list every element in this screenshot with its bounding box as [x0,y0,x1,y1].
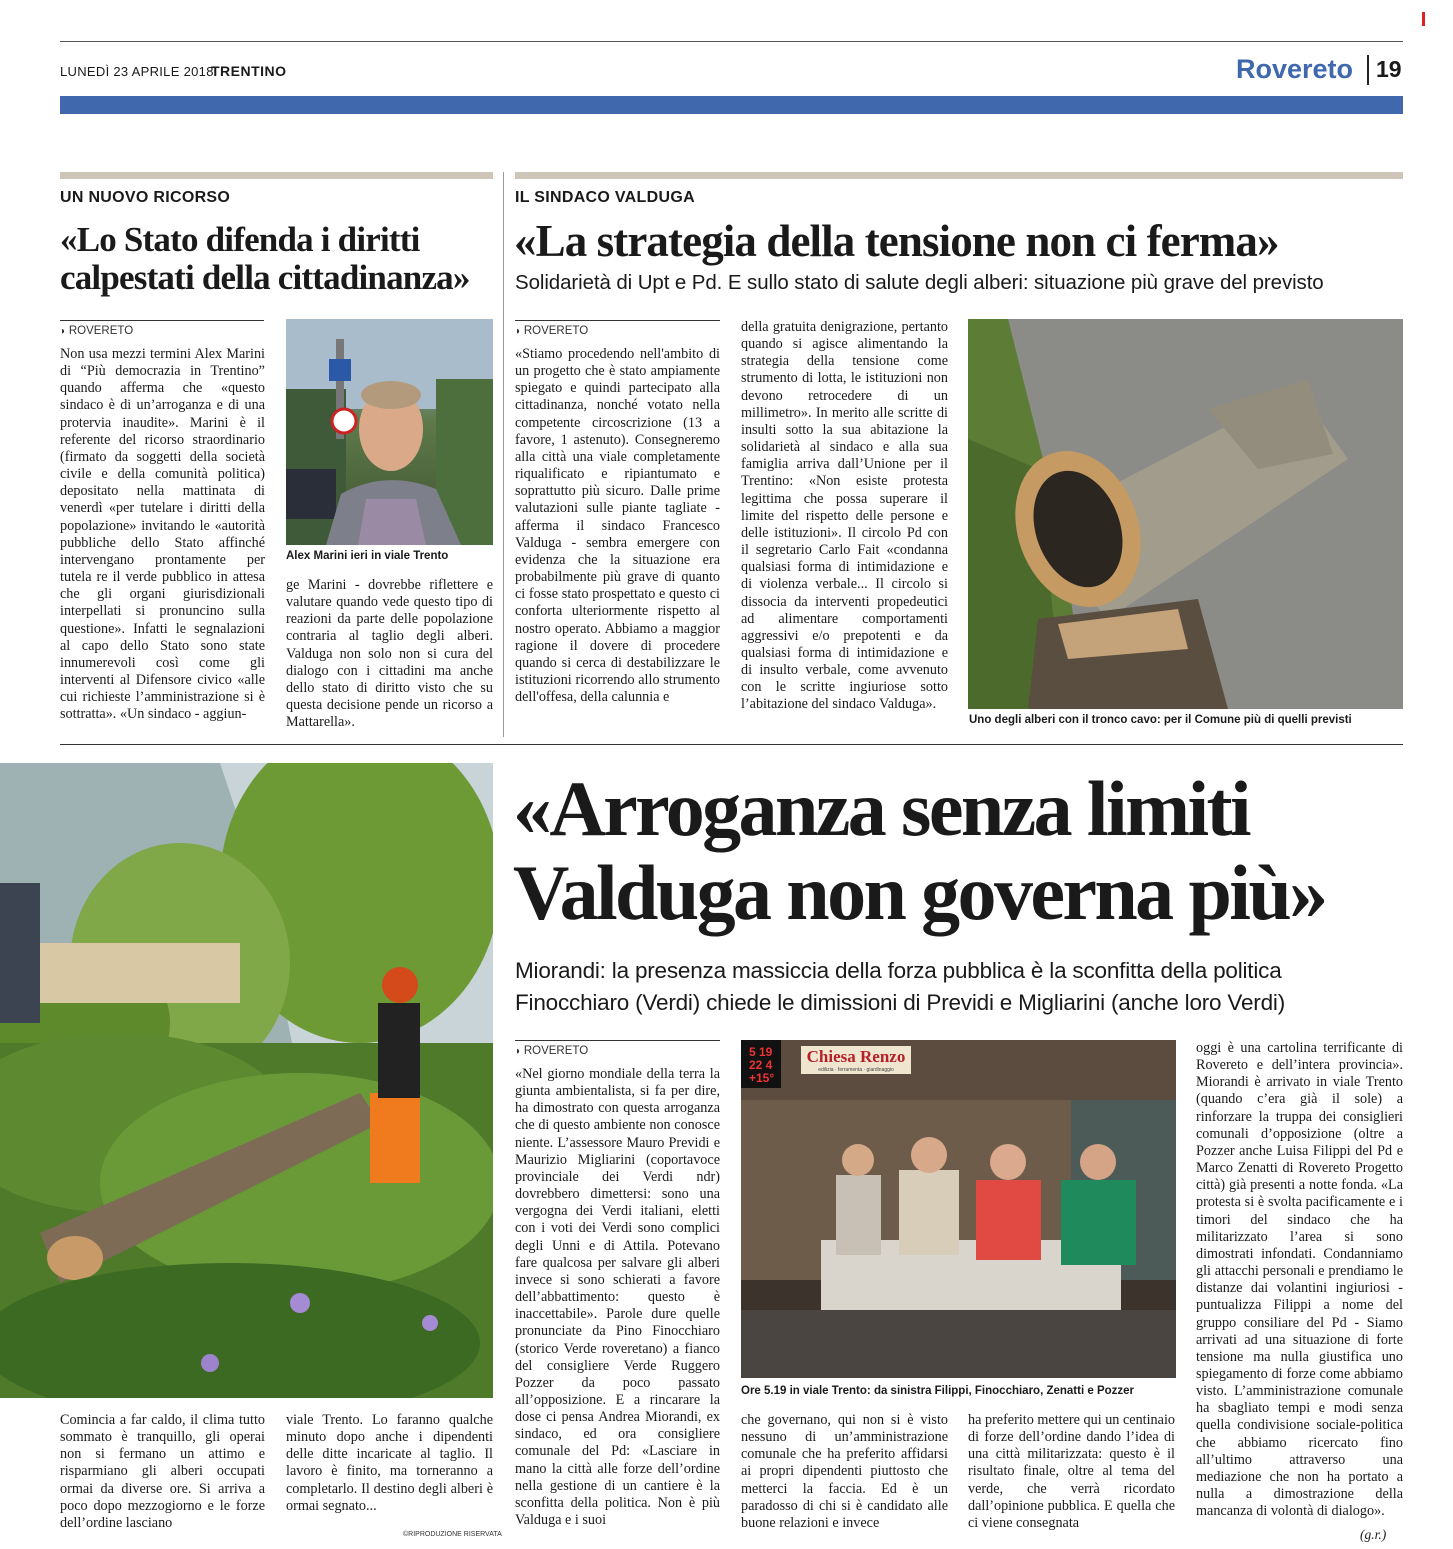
article3-signature: (g.r.) [1360,1527,1387,1542]
article2-photo [968,319,1403,709]
article1-top-rule [60,172,493,179]
mid-rule [60,744,1403,745]
article3-subhead-line1: Miorandi: la presenza massiccia della forza pubblica è la sconfitta della politica [515,958,1282,983]
article4-col1: Comincia a far caldo, il clima tutto sommato è tranquillo, gli operai non si fermano un attimo e risparmiano gli alberi occupati ormai da diverse ore. Si arriva a poco dopo mezzogiorno e le forze dell’ordine lasciano [60,1412,265,1531]
article1-dateline-rule [60,320,264,321]
article4-col2: viale Trento. Lo faranno qualche minuto dopo anche i dipendenti delle ditte incaricate al taglio. Il lavoro è finito, ma torneranno a completarlo. Il destino degli alberi è ormai segnato... [286,1412,493,1514]
shop-sign-sub: edilizia · ferramenta · giardinaggio [818,1067,894,1073]
article2-photo-caption: Uno degli alberi con il tronco cavo: per il Comune più di quelli previsti [969,714,1352,726]
article2-subhead: Solidarietà di Upt e Pd. E sullo stato di salute degli alberi: situazione più grave del previsto [515,271,1324,294]
article3-headline [513,767,1326,935]
article1-headline [60,221,470,297]
header-date: LUNEDÌ 23 APRILE 2018 [60,64,214,79]
article1-col1: Non usa mezzi termini Alex Marini di “Più democrazia in Trentino” quando afferma che «questo sindaco è di un’arroganza e di una protervia inaudite». Marini è il referente del ricorso straordinario (firmato da soggetti della società civile e della comunità politica) depositato nella mattinata di venerdì «per tutelare i diritti della popolazione» invitando le «autorità pubbliche dello Stato affinché intervengano prontamente per tutela re il verde pubblico in attesa che gli organi giurisdizionali interpellati si pronuncino sulla questione». Infatti le segnalazioni al capo dello Stato sono state innumerevoli così come gli interventi al Difensore civico «alle cui richieste l’amministrazione si è sottratta». «Un sindaco - aggiun- [60,346,265,723]
article2-top-rule [515,172,1403,179]
article2-headline: «La strategia della tensione non ci ferma» [514,216,1279,266]
article1-photo [286,319,493,545]
article3-headline-line1: «Arroganza senza limiti [513,765,1249,852]
section-title: Rovereto [1236,54,1354,84]
article2-dateline: ◗ ROVERETO [515,325,588,337]
article1-dateline: ◗ ROVERETO [60,325,133,337]
clock-line3: +15° [749,1071,775,1085]
copyright-notice: ©RIPRODUZIONE RISERVATA [403,1531,502,1538]
person-photo-illustration [286,319,493,545]
clock-line2: 22 4 [749,1058,773,1072]
article3-col4: oggi è una cartolina terrificante di Rovereto e dell’intera provincia». Miorandi è arrivato in viale Trento (quando c’era già il sole) a rinforzare la truppa dei consiglieri comunali d’opposizione (oltre a Pozzer anche Luisa Filippi del Pd e Marco Zenatti di Rovereto Progetto città) già presenti a notte fonda. «La protesta si è svolta pacificamente e i timori del sindaco che ha militarizzato l’area si sono dimostrati infondati. Condanniamo gli attacchi personali e prendiamo le distanze dai volantini ingiuriosi - puntualizza Filippi a nome del gruppo consiliare del Pd - Siamo arrivati ad una situazione di forte tensione ma nulla giustifica uno spiegamento di forze come abbiamo visto. L’amministrazione comunale ha sbagliato tempi e modi senza quella condivisione sociale-politica che abbiamo ricercato fino all’ultimo attraverso una mediazione che non ha portato a nulla a dimostrazione della mancanza di volontà di dialogo». [1196,1040,1403,1520]
tree-trunk-illustration [968,319,1403,709]
group-photo-illustration [741,1040,1176,1378]
article3-col3: ha preferito mettere qui un centinaio di forze dell’ordine dando l’idea di una città militarizzata: questo è il risultato finale, oltre al tema del verde, che verrà ricordato dall’opinione pubblica. E quella che ci viene consegnata [968,1412,1175,1531]
article2-col1: «Stiamo procedendo nell'ambito di un progetto che è stato ampiamente spiegato e quindi partecipato alla cittadinanza, nonché votato nella competente circoscrizione (13 a favore, 1 astenuto). Consegneremo alla città una viale completamente riqualificato e ripiantumato e soprattutto più sicuro. Dalle prime valutazioni sulle piante tagliate - afferma il sindaco Francesco Valduga - sembra emergere con evidenza che la situazione era probabilmente più grave di quanto ci fosse stato prospettato e questo ci conforta ulteriormente rispetto al nostro operato. Abbiamo a maggior ragione il dovere di procedere quando si cerca di destabilizzare le istituzioni ricorrendo allo strumento dell'offesa, della calunnia e [515,346,720,706]
article3-dateline: ◗ ROVERETO [515,1045,588,1057]
article2-kicker: IL SINDACO VALDUGA [515,189,695,206]
article1-headline-line1: «Lo Stato difenda i diritti [60,220,420,259]
edge-marker [1422,12,1425,26]
top-rule [60,41,1403,42]
article3-photo-caption: Ore 5.19 in viale Trento: da sinistra Filippi, Finocchiaro, Zenatti e Pozzer [741,1385,1135,1397]
article3-subhead-line2: Finocchiaro (Verdi) chiede le dimissioni di Previdi e Migliarini (anche loro Verdi) [515,990,1285,1015]
article3-col2: che governano, qui non si è visto nessuno di un’amministrazione comunale che ha preferito affidarsi ai propri dipendenti piuttosto che metterci la faccia. Ed è un paradosso di chi si è candidato alle buone relazioni e invece [741,1412,948,1531]
article3-headline-line2: Valduga non governa più» [513,849,1326,936]
section-color-bar [60,96,1403,114]
article2-dateline-rule [515,320,720,321]
shop-sign: Chiesa Renzo [806,1047,906,1066]
article1-kicker: UN NUOVO RICORSO [60,189,231,206]
article3-photo [741,1040,1176,1378]
article3-subhead [515,955,1285,1019]
header-paper-name: TRENTINO [211,63,287,79]
article2-col2: della gratuita denigrazione, pertanto quando si agisce alimentando la strategia della tensione come strumento di lotta, le istituzioni non devono retrocedere di un millimetro». In merito alle scritte di insulti sotto la sua abitazione la solidarietà al sindaco e alla sua famiglia arriva dall’Unione per il Trentino: «Non esiste protesta legittima che possa superare il limite del rispetto delle persone e delle istituzioni». Il circolo Pd con il segretario Carlo Fait «condanna qualsiasi forma di intimidazione e di violenza verbale... Il circolo si dissocia da interventi propedeutici ad alimentare comportamenti aggressivi e/o prepotenti e da qualsiasi forma di intimidazione e di insulto verbale, come avvenuto con le scritte ingiuriose sotto l’abitazione del sindaco Valduga». [741,319,948,713]
article1-photo-caption: Alex Marini ieri in viale Trento [286,550,449,562]
article1-col2: ge Marini - dovrebbe riflettere e valutare quando vede questo tipo di reazioni da parte delle popolazione contraria al taglio degli alberi. Valduga non solo non si cura del dialogo con i cittadini ma anche dello stato di diritto visto che su questa decisione pende un ricorso a Mattarella». [286,577,493,731]
tree-cutting-illustration [0,763,493,1398]
clock-line1: 5 19 [749,1045,773,1059]
section-divider [1367,55,1369,85]
page-number: 19 [1376,56,1402,82]
tree-cutting-photo [0,763,493,1398]
article3-col1: «Nel giorno mondiale della terra la giunta ambientalista, si fa per dire, ha dimostrato con questa arroganza che di questo ambiente non conosce niente. L’assessore Mauro Previdi e Maurizio Migliarini (coportavoce provinciale dei Verdi ndr) dovrebbero dimettersi: sono una vergogna dei Verdi italiani, eletti con i voti dei Verdi sono complici degli Unni e di Attila. Potevano fare qualcosa per salvare gli alberi invece si sono schierati a favore dell’abbattimento: questo è inaccettabile». Parole dure quelle pronunciate da Pino Finocchiaro (storico Verde roveretano) a fianco del consigliere Verde Ruggero Pozzer da poco passato all’opposizione. E a rincarare la dose ci pensa Andrea Miorandi, ex sindaco, ed ora consigliere comunale del Pd: «Lasciare in mano la città alle forze dell’ordine nella gestione di un cantiere è la sconfitta della politica. Non è più Valduga e i suoi [515,1066,720,1529]
column-separator [503,172,504,737]
article1-headline-line2: calpestati della cittadinanza» [60,258,470,297]
article3-dateline-rule [515,1040,720,1041]
clock-display [745,1044,778,1087]
